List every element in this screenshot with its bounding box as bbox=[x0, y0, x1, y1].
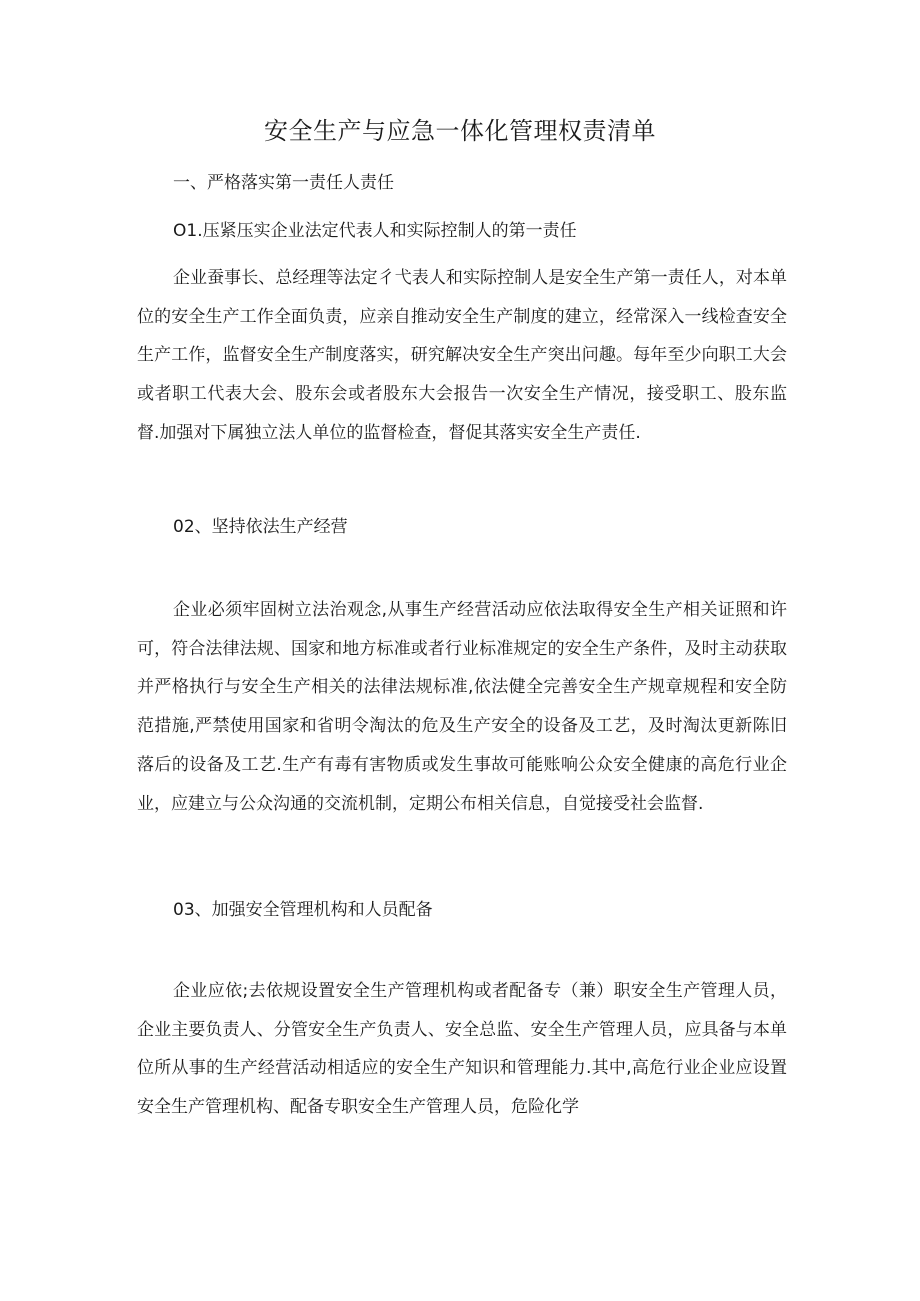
document-title: 安全生产与应急一体化管理权责清单 bbox=[264, 117, 656, 145]
item-heading-01: O1.压紧压实企业法定代表人和实际控制人的第一责任 bbox=[173, 221, 577, 241]
item-body-01: 企业蚕事长、总经理等法定彳弋表人和实际控制人是安全生产第一责任人，对本单位的安全生产工作全面负责，应亲自推动安全生产制度的建立，经常深入一线检查安全生产工作，监督安全生产制度落实，研究解决安全生产突出问趣。每年至少向职工大会或者职工代表大会、股东会或者股东大会报告一次安全生产情况，接受职工、股东监督.加强对下属独立法人单位的监督检查，督促其落实安全生产责任. bbox=[137, 268, 787, 443]
section-heading-1: 一、严格落实第一责任人责任 bbox=[173, 173, 394, 193]
item-body-02: 企业必须牢固树立法治观念,从事生产经营活动应依法取得安全生产相关证照和许可，符合法律法规、国家和地方标准或者行业标准规定的安全生产条件，及时主动获取并严格执行与安全生产相关的法律法规标准,依法健全完善安全生产规章规程和安全防范措施,严禁使用国家和省明令淘汰的危及生产安全的设备及工艺，及时淘汰更新陈旧落后的设备及工艺.生产有毒有害物质或发生事故可能账响公众安全健康的高危行业企业，应建立与公众沟通的交流机制，定期公布相关信息，自觉接受社会监督. bbox=[137, 600, 787, 814]
item-heading-02: 02、坚持依法生产经营 bbox=[173, 517, 348, 537]
item-body-03: 企业应依;去依规设置安全生产管理机构或者配备专（兼）职安全生产管理人员，企业主要负责人、分管安全生产负责人、安全总监、安全生产管理人员，应具备与本单位所从事的生产经营活动相适应的安全生产知识和管理能力.其中,高危行业企业应设置安全生产管理机构、配备专职安全生产管理人员，危险化学 bbox=[137, 981, 787, 1118]
item-heading-03: 03、加强安全管理机构和人员配备 bbox=[173, 900, 433, 920]
